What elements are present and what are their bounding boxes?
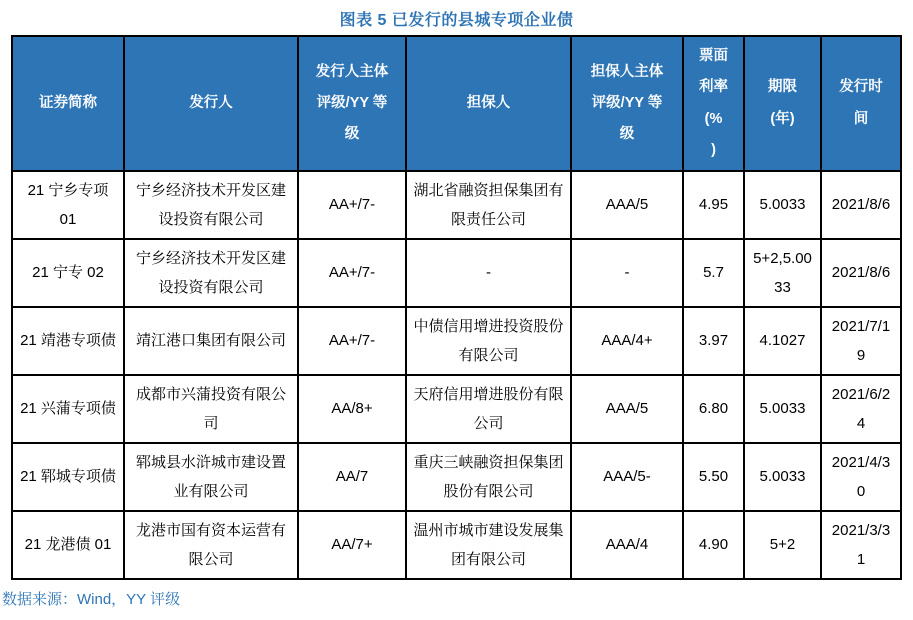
column-header-line: 担保人: [466, 94, 511, 111]
column-header-line: 发行时: [839, 79, 883, 96]
cell-issuer_rating: AA/8+: [298, 375, 406, 443]
cell-issue_date: 2021/8/6: [821, 239, 901, 307]
cell-issue_date: 2021/3/31: [821, 511, 901, 579]
cell-guarantor: 温州市城市建设发展集团有限公司: [406, 511, 571, 579]
cell-issuer_rating: AA/7+: [298, 511, 406, 579]
column-header-line: 评级/YY 等: [316, 94, 388, 111]
column-header-line: 级: [344, 126, 360, 143]
column-header-line: 担保人主体: [590, 63, 664, 80]
column-header-line: 利率: [699, 79, 728, 96]
cell-coupon: 3.97: [683, 307, 744, 375]
cell-security: 21 宁乡专项 01: [12, 171, 124, 239]
cell-coupon: 6.80: [683, 375, 744, 443]
cell-term: 5+2,5.0033: [744, 239, 821, 307]
table-row: [12, 511, 901, 579]
cell-term: 5+2: [744, 511, 821, 579]
data-source-note: 数据来源：Wind，YY 评级: [2, 591, 181, 608]
cell-guarantor: 重庆三峡融资担保集团股份有限公司: [406, 443, 571, 511]
cell-security: 21 龙港债 01: [12, 511, 124, 579]
cell-guarantor: 天府信用增进股份有限公司: [406, 375, 571, 443]
cell-coupon: 5.7: [683, 239, 744, 307]
table-row: [12, 443, 901, 511]
column-header-line: (%: [704, 110, 723, 127]
cell-issuer: 成都市兴蒲投资有限公司: [124, 375, 298, 443]
column-header-guarantor: [406, 36, 571, 171]
table-row: [12, 239, 901, 307]
figure-title: 图表 5 已发行的县城专项企业债: [339, 12, 574, 29]
cell-issue_date: 2021/6/24: [821, 375, 901, 443]
cell-security: 21 宁专 02: [12, 239, 124, 307]
column-header-security: [12, 36, 124, 171]
cell-issuer: 靖江港口集团有限公司: [124, 307, 298, 375]
column-header-line: 发行人: [189, 94, 233, 111]
cell-issue_date: 2021/7/19: [821, 307, 901, 375]
cell-guarantor_rating: -: [571, 239, 683, 307]
cell-term: 5.0033: [744, 443, 821, 511]
table-row: [12, 375, 901, 443]
cell-issuer: 龙港市国有资本运营有限公司: [124, 511, 298, 579]
column-header-line: 票面: [699, 48, 728, 65]
cell-term: 4.1027: [744, 307, 821, 375]
column-header-line: 证券简称: [39, 94, 97, 111]
column-header-line: 评级/YY 等: [591, 94, 663, 111]
column-header-issuer_rating: [298, 36, 406, 171]
cell-issuer: 郓城县水浒城市建设置业有限公司: [124, 443, 298, 511]
cell-issue_date: 2021/8/6: [821, 171, 901, 239]
cell-guarantor: 中债信用增进投资股份有限公司: [406, 307, 571, 375]
column-header-line: ): [711, 141, 716, 158]
cell-term: 5.0033: [744, 171, 821, 239]
cell-guarantor: -: [406, 239, 571, 307]
column-header-issue_date: [821, 36, 901, 171]
column-header-issuer: [124, 36, 298, 171]
column-header-line: 期限: [768, 79, 797, 96]
cell-guarantor_rating: AAA/5-: [571, 443, 683, 511]
cell-issuer_rating: AA+/7-: [298, 239, 406, 307]
cell-term: 5.0033: [744, 375, 821, 443]
table-header: [12, 36, 901, 171]
cell-security: 21 郓城专项债: [12, 443, 124, 511]
cell-guarantor_rating: AAA/4: [571, 511, 683, 579]
table-row: [12, 307, 901, 375]
column-header-line: 发行人主体: [315, 63, 389, 80]
table-row: [12, 171, 901, 239]
header-row: [12, 36, 901, 171]
cell-issuer_rating: AA+/7-: [298, 307, 406, 375]
cell-coupon: 5.50: [683, 443, 744, 511]
cell-guarantor: 湖北省融资担保集团有限责任公司: [406, 171, 571, 239]
cell-security: 21 靖港专项债: [12, 307, 124, 375]
cell-guarantor_rating: AAA/4+: [571, 307, 683, 375]
cell-issue_date: 2021/4/30: [821, 443, 901, 511]
cell-issuer_rating: AA/7: [298, 443, 406, 511]
cell-coupon: 4.90: [683, 511, 744, 579]
cell-guarantor_rating: AAA/5: [571, 375, 683, 443]
column-header-line: 间: [853, 110, 869, 127]
table-body: [12, 171, 901, 579]
column-header-line: 级: [619, 126, 635, 143]
column-header-guarantor_rating: [571, 36, 683, 171]
bond-table: [11, 35, 902, 580]
cell-security: 21 兴蒲专项债: [12, 375, 124, 443]
cell-issuer_rating: AA+/7-: [298, 171, 406, 239]
column-header-line: (年): [770, 110, 795, 127]
cell-issuer: 宁乡经济技术开发区建设投资有限公司: [124, 239, 298, 307]
column-header-coupon: [683, 36, 744, 171]
cell-coupon: 4.95: [683, 171, 744, 239]
cell-guarantor_rating: AAA/5: [571, 171, 683, 239]
column-header-term: [744, 36, 821, 171]
cell-issuer: 宁乡经济技术开发区建设投资有限公司: [124, 171, 298, 239]
